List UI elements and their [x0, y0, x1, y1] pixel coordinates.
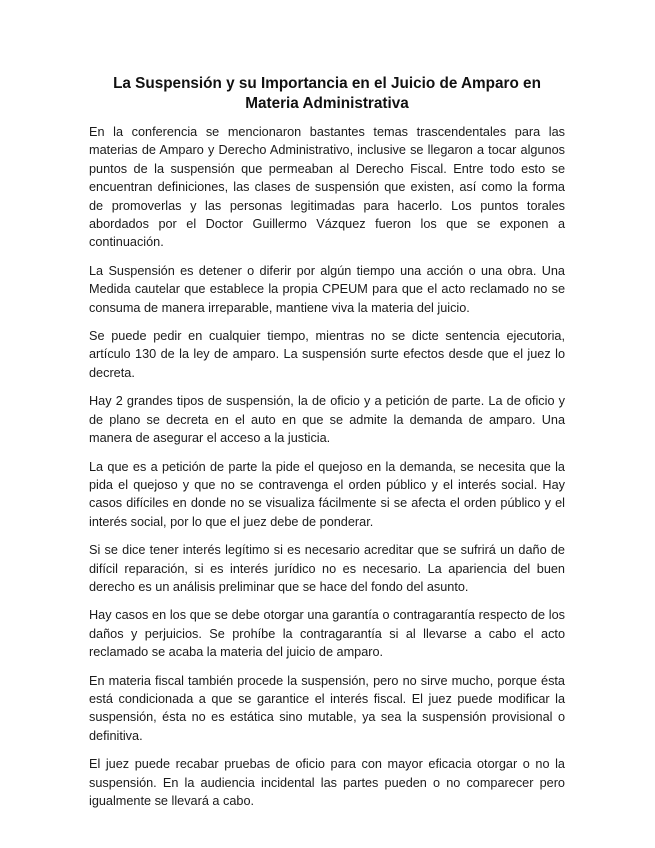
paragraph: El juez puede recabar pruebas de oficio para con mayor eficacia otorgar o no la suspensión. En la audiencia incidental las partes pueden o no comparecer pero igualmente se llevará a cabo.	[89, 757, 565, 808]
document-body	[89, 123, 565, 820]
paragraph: En la conferencia se mencionaron bastantes temas trascendentales para las materias de Amparo y Derecho Administrativo, inclusive se llegaron a tocar algunos puntos de la suspensión que permeaban al Derecho Fiscal. Entre todo esto se encuentran definiciones, las clases de suspensión que existen, así como la forma de promoverlas y las personas legitimadas para hacerlo. Los puntos torales abordados por el Doctor Guillermo Vázquez fueron los que se exponen a continuación.	[89, 125, 565, 250]
paragraph: Si se dice tener interés legítimo si es necesario acreditar que se sufrirá un daño de difícil reparación, si es interés jurídico no es necesario. La apariencia del buen derecho es un análisis preliminar que se hace del fondo del asunto.	[89, 543, 565, 594]
paragraph: En materia fiscal también procede la suspensión, pero no sirve mucho, porque ésta está condicionada a que se garantice el interés fiscal. El juez puede modificar la suspensión, ésta no es estática sino mutable, ya sea la suspensión provisional o definitiva.	[89, 673, 565, 743]
paragraph: Hay 2 grandes tipos de suspensión, la de oficio y a petición de parte. La de oficio y de plano se decreta en el auto en que se admite la demanda de amparo. Una manera de asegurar el acceso a la justicia.	[89, 394, 565, 446]
paragraph: La Suspensión es detener o diferir por algún tiempo una acción o una obra. Una Medida cautelar que establece la propia CPEUM para que el acto reclamado no se consuma de manera irreparable, mantiene viva la materia del juicio.	[89, 263, 565, 315]
paragraph: La que es a petición de parte la pide el quejoso en la demanda, se necesita que la pida el quejoso y que no se contravenga el orden público y el interés social. Hay casos difíciles en donde no se visualiza fácilmente si se afecta el orden público y el interés social, por lo que el juez debe de ponderar.	[89, 459, 565, 529]
paragraph: Hay casos en los que se debe otorgar una garantía o contragarantía respecto de los daños y perjuicios. Se prohíbe la contragarantía si al llevarse a cabo el acto reclamado se acaba la materia del juicio de amparo.	[89, 608, 565, 660]
paragraph: Se puede pedir en cualquier tiempo, mientras no se dicte sentencia ejecutoria, artículo 130 de la ley de amparo. La suspensión surte efectos desde que el juez lo decreta.	[89, 329, 565, 380]
document-title: La Suspensión y su Importancia en el Juicio de Amparo en Materia Administrativa	[113, 75, 541, 112]
